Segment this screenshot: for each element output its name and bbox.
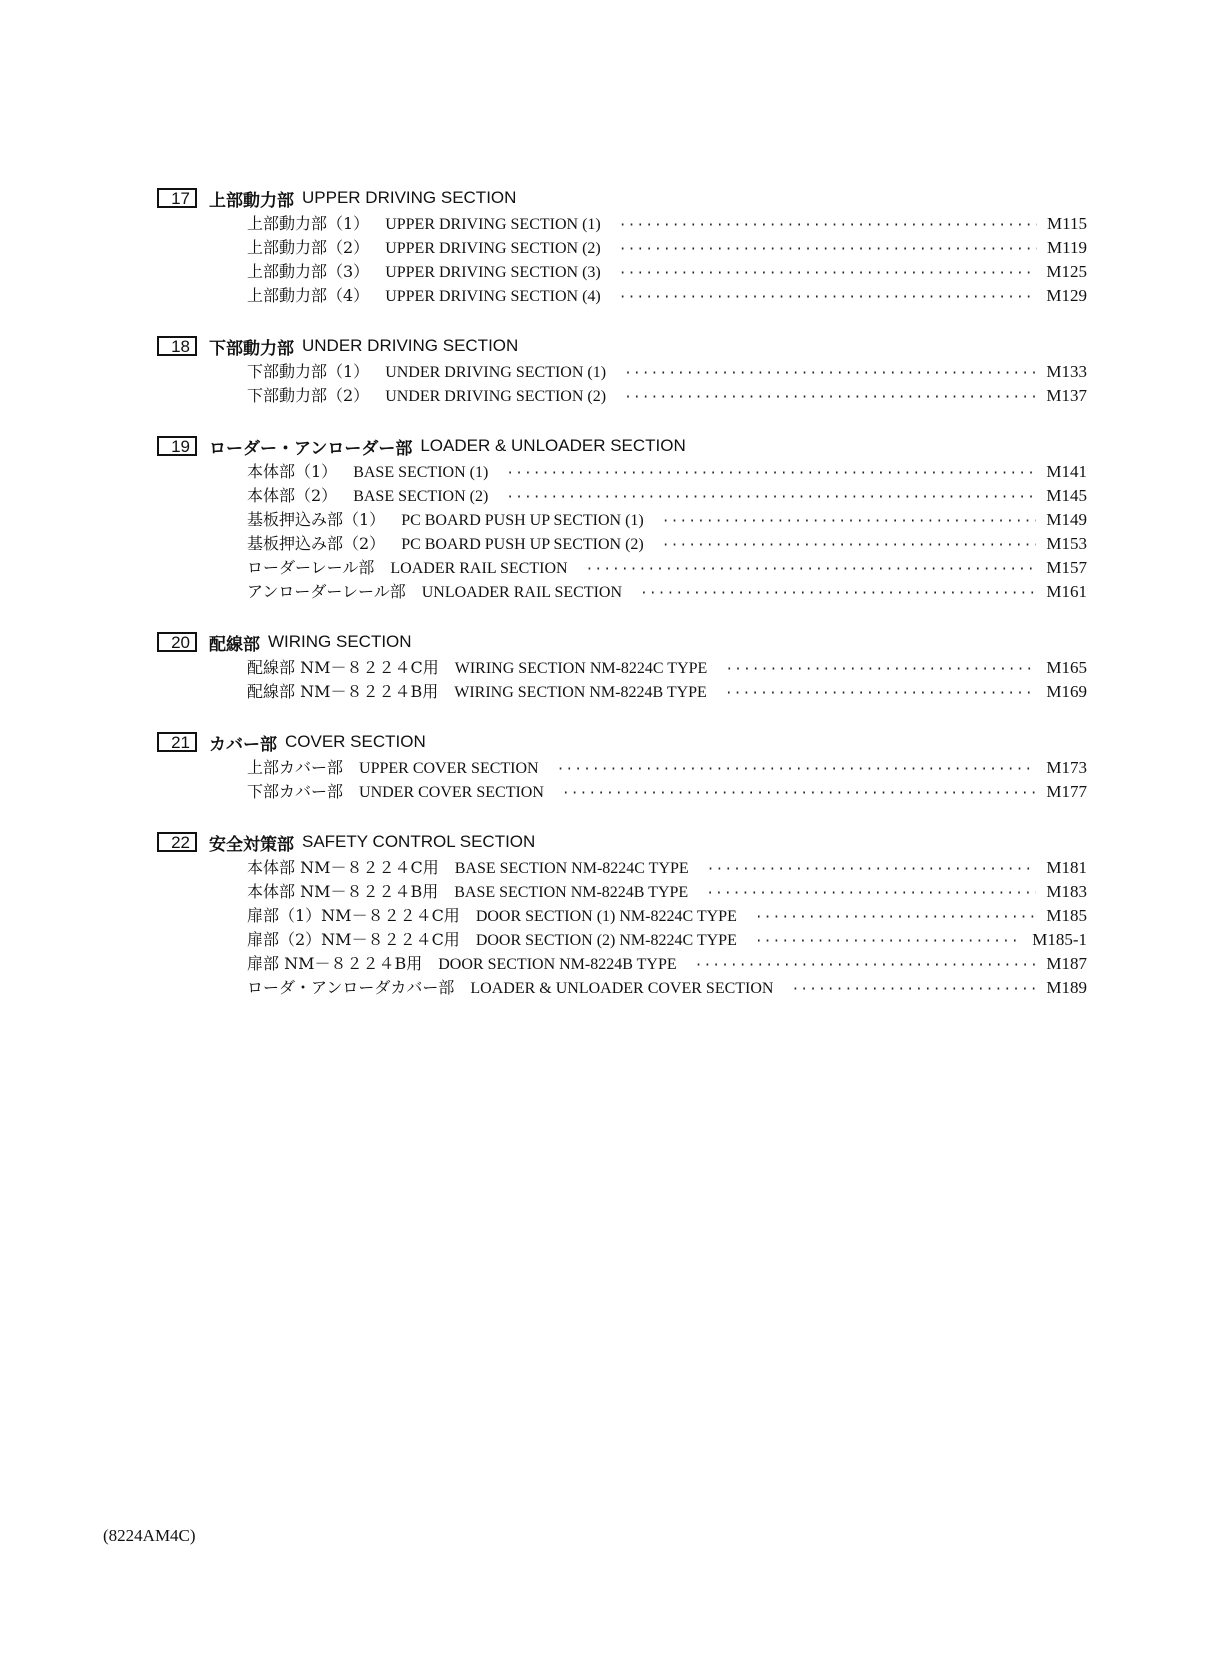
section-19 [157,434,1087,604]
toc-entry[interactable] [247,384,1087,408]
entry-list [247,756,1087,804]
section-title-jp: 下部動力部 [209,338,294,359]
page-reference: M115 [1047,214,1087,233]
entry-title-en: BASE SECTION NM-8224B TYPE [454,884,689,901]
section-heading [157,334,1087,358]
entry-title-jp: 扉部（2）NM－８２２４C用 [247,930,460,949]
dot-leader [619,238,1037,262]
document-code: (8224AM4C) [103,1526,196,1545]
entry-title-jp: 下部動力部（2） [247,386,370,405]
section-number-box: 22 [157,832,197,852]
section-20 [157,630,1087,704]
entry-title-en: DOOR SECTION (1) NM-8224C TYPE [475,908,737,925]
toc-entry[interactable] [247,952,1087,976]
section-heading [157,630,1087,654]
entry-title-jp: 本体部（2） [247,486,338,505]
toc-entry[interactable] [247,656,1087,680]
section-22 [157,830,1087,1000]
entry-title-en: UPPER DRIVING SECTION (3) [385,264,601,281]
page-reference: M125 [1046,262,1087,281]
page-reference: M169 [1046,682,1087,701]
dot-leader [557,758,1037,782]
dot-leader [725,658,1036,682]
page-reference: M183 [1046,882,1087,901]
dot-leader [707,858,1037,882]
toc-entry[interactable] [247,780,1087,804]
entry-title-en: LOADER & UNLOADER COVER SECTION [470,980,774,997]
dot-leader [695,954,1037,978]
toc-entry[interactable] [247,680,1087,704]
entry-list [247,212,1087,308]
section-number-box: 17 [157,188,197,208]
entry-title-en: UPPER COVER SECTION [359,760,539,777]
entry-title-en: BASE SECTION (1) [353,464,489,481]
entry-title-jp: 上部カバー部 [247,758,344,777]
dot-leader [506,486,1036,510]
page-reference: M177 [1046,782,1087,801]
dot-leader [755,906,1037,930]
entry-title-en: WIRING SECTION NM-8224B TYPE [454,684,707,701]
entry-list [247,360,1087,408]
toc-entry[interactable] [247,508,1087,532]
section-title-en: WIRING SECTION [268,632,412,651]
section-21 [157,730,1087,804]
entry-title-jp: ローダ・アンローダカバー部 [247,978,455,997]
dot-leader [640,582,1036,606]
entry-title-jp: 扉部 NM－８２２４B用 [247,954,423,973]
entry-title-jp: 下部動力部（1） [247,362,370,381]
page-reference: M157 [1046,558,1087,577]
page-reference: M181 [1046,858,1087,877]
section-title-en: LOADER & UNLOADER SECTION [420,436,686,455]
page-reference: M137 [1046,386,1087,405]
entry-title-en: UPPER DRIVING SECTION (2) [385,240,601,257]
section-title-en: UPPER DRIVING SECTION [302,188,517,207]
page-reference: M129 [1046,286,1087,305]
section-heading [157,434,1087,458]
section-title-jp: 安全対策部 [209,834,294,855]
entry-title-jp: 本体部（1） [247,462,338,481]
section-title-en: SAFETY CONTROL SECTION [302,832,536,851]
dot-leader [706,882,1036,906]
entry-title-en: UNDER DRIVING SECTION (2) [385,388,607,405]
section-title-jp: ローダー・アンローダー部 [209,438,413,459]
section-heading [157,830,1087,854]
toc-entry[interactable] [247,976,1087,1000]
entry-title-jp: ローダーレール部 [247,558,375,577]
section-heading [157,186,1087,210]
dot-leader [624,362,1036,386]
entry-title-en: DOOR SECTION (2) NM-8224C TYPE [475,932,737,949]
entry-title-en: PC BOARD PUSH UP SECTION (1) [401,512,644,529]
section-title-en: COVER SECTION [285,732,426,751]
page-reference: M119 [1047,238,1087,257]
page-reference: M133 [1046,362,1087,381]
section-heading [157,730,1087,754]
entry-list [247,656,1087,704]
section-title-jp: 上部動力部 [209,190,294,211]
section-number-box: 21 [157,732,197,752]
page-reference: M153 [1046,534,1087,553]
page-reference: M187 [1046,954,1087,973]
section-number-box: 20 [157,632,197,652]
toc-entry[interactable] [247,260,1087,284]
toc-entry[interactable] [247,928,1087,952]
toc-entry[interactable] [247,532,1087,556]
toc-entry[interactable] [247,756,1087,780]
section-title-en: UNDER DRIVING SECTION [302,336,519,355]
toc-entry[interactable] [247,856,1087,880]
page-reference: M185-1 [1032,930,1087,949]
page-reference: M189 [1046,978,1087,997]
entry-title-en: UPPER DRIVING SECTION (1) [385,216,601,233]
entry-title-jp: 上部動力部（1） [247,214,370,233]
dot-leader [586,558,1037,582]
dot-leader [506,462,1036,486]
dot-leader [662,510,1037,534]
entry-title-jp: アンローダーレール部 [247,582,406,601]
entry-list [247,856,1087,1000]
section-title-jp: カバー部 [209,734,277,755]
toc-entry[interactable] [247,360,1087,384]
page-reference: M173 [1046,758,1087,777]
toc-entry[interactable] [247,556,1087,580]
entry-title-en: WIRING SECTION NM-8224C TYPE [454,660,708,677]
table-of-contents [157,186,1087,1026]
entry-title-jp: 配線部 NM－８２２４C用 [247,658,439,677]
dot-leader [755,930,1022,954]
entry-title-jp: 基板押込み部（1） [247,510,386,529]
entry-title-en: UNDER DRIVING SECTION (1) [385,364,607,381]
dot-leader [619,262,1037,286]
dot-leader [725,682,1037,706]
page-reference: M165 [1046,658,1087,677]
entry-title-jp: 本体部 NM－８２２４B用 [247,882,439,901]
section-17 [157,186,1087,308]
entry-title-jp: 上部動力部（2） [247,238,370,257]
dot-leader [624,386,1036,410]
toc-entry[interactable] [247,904,1087,928]
dot-leader [662,534,1037,558]
entry-title-jp: 基板押込み部（2） [247,534,386,553]
entry-title-en: PC BOARD PUSH UP SECTION (2) [401,536,644,553]
entry-title-en: LOADER RAIL SECTION [390,560,568,577]
toc-entry[interactable] [247,880,1087,904]
entry-title-en: DOOR SECTION NM-8224B TYPE [438,956,677,973]
section-number-box: 19 [157,436,197,456]
page-reference: M161 [1046,582,1087,601]
dot-leader [619,286,1037,310]
entry-title-jp: 上部動力部（3） [247,262,370,281]
toc-entry[interactable] [247,580,1087,604]
page-reference: M185 [1046,906,1087,925]
entry-list [247,460,1087,604]
dot-leader [619,214,1037,238]
section-title-jp: 配線部 [209,634,260,655]
entry-title-en: UNLOADER RAIL SECTION [421,584,623,601]
dot-leader [562,782,1036,806]
entry-title-en: BASE SECTION (2) [353,488,489,505]
section-18 [157,334,1087,408]
toc-entry[interactable] [247,284,1087,308]
dot-leader [791,978,1036,1002]
entry-title-en: UPPER DRIVING SECTION (4) [385,288,601,305]
entry-title-jp: 下部カバー部 [247,782,344,801]
entry-title-en: UNDER COVER SECTION [359,784,544,801]
page-reference: M149 [1046,510,1087,529]
entry-title-jp: 扉部（1）NM－８２２４C用 [247,906,460,925]
entry-title-jp: 配線部 NM－８２２４B用 [247,682,439,701]
page-reference: M141 [1046,462,1087,481]
entry-title-jp: 上部動力部（4） [247,286,370,305]
toc-entry[interactable] [247,236,1087,260]
entry-title-en: BASE SECTION NM-8224C TYPE [454,860,689,877]
toc-entry[interactable] [247,212,1087,236]
section-number-box: 18 [157,336,197,356]
page-reference: M145 [1046,486,1087,505]
toc-entry[interactable] [247,484,1087,508]
toc-entry[interactable] [247,460,1087,484]
entry-title-jp: 本体部 NM－８２２４C用 [247,858,439,877]
